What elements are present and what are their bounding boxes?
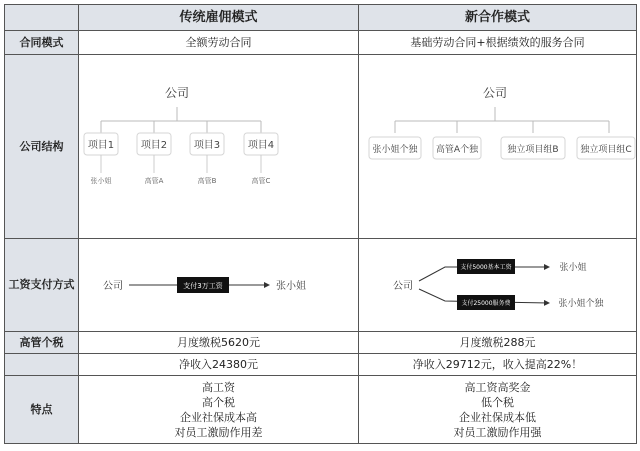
income-new: 净收入29712元，收入提高22%！ [359,354,637,376]
org-node-project-3: 项目3 [193,140,221,151]
header-traditional: 传统雇佣模式 [79,5,359,31]
payment-to-zhang-new: 张小姐 [559,263,587,273]
feature-item: 企业社保成本高 [180,410,257,424]
payment-to-zhang-sole: 张小姐个独 [558,299,604,309]
row-features [5,376,637,444]
org-leaf-zhang: 张小姐 [90,177,112,185]
row-contract [5,31,637,55]
features-traditional [79,376,359,444]
payment-from-company-new: 公司 [393,281,413,292]
feature-item: 高个税 [202,395,235,409]
row-label-contract: 合同模式 [5,31,79,55]
row-income [5,354,637,376]
comparison-table [4,4,637,444]
org-leaf-exec-a: 高管A [144,177,164,185]
header-row [5,5,637,31]
org-leaf-exec-b: 高管B [197,177,217,185]
structure-traditional-cell [79,55,359,239]
feature-item: 低个税 [481,395,514,409]
org-node-project-1: 项目1 [87,140,115,151]
income-traditional: 净收入24380元 [79,354,359,376]
payment-action-label: 支付3万工资 [183,282,223,290]
payment-to-zhang: 张小姐 [276,281,306,292]
feature-item: 高工资高奖金 [464,380,531,394]
payment-new-cell [359,239,637,332]
tax-traditional: 月度缴税5620元 [79,332,359,354]
row-label-features: 特点 [5,376,79,444]
row-payment [5,239,637,332]
org-root-traditional: 公司 [164,86,190,100]
payment-action-top: 支付5000基本工资 [460,264,512,271]
org-chart-traditional [79,55,358,238]
feature-item: 对员工激励作用强 [453,425,542,439]
features-new [359,376,637,444]
org-leaf-exec-c: 高管C [251,177,271,185]
org-node-team-b: 独立项目组B [507,145,559,155]
row-tax [5,332,637,354]
tax-new: 月度缴税288元 [359,332,637,354]
feature-item: 高工资 [202,380,235,394]
org-root-new: 公司 [482,86,508,100]
payment-traditional-cell [79,239,359,332]
row-structure [5,55,637,239]
row-label-payment: 工资支付方式 [5,239,79,332]
payment-flow-new [359,239,636,331]
structure-new-cell [359,55,637,239]
row-label-tax: 高管个税 [5,332,79,354]
row-label-income-blank [5,354,79,376]
contract-new: 基础劳动合同+根据绩效的服务合同 [359,31,637,55]
org-node-team-c: 独立项目组C [580,145,632,155]
feature-item: 对员工激励作用差 [174,425,263,439]
feature-item: 企业社保成本低 [459,410,536,424]
contract-traditional: 全额劳动合同 [79,31,359,55]
payment-flow-traditional [79,239,358,331]
org-node-project-2: 项目2 [140,140,168,151]
header-new: 新合作模式 [359,5,637,31]
corner-cell [5,5,79,31]
org-chart-new [359,55,636,238]
row-label-structure: 公司结构 [5,55,79,239]
org-node-exec-a-sole: 高管A个独 [435,145,479,155]
org-node-project-4: 项目4 [247,140,275,151]
payment-from-company: 公司 [103,281,123,292]
org-node-zhang-sole: 张小姐个独 [372,145,418,155]
payment-action-bottom: 支付25000服务费 [461,300,511,307]
